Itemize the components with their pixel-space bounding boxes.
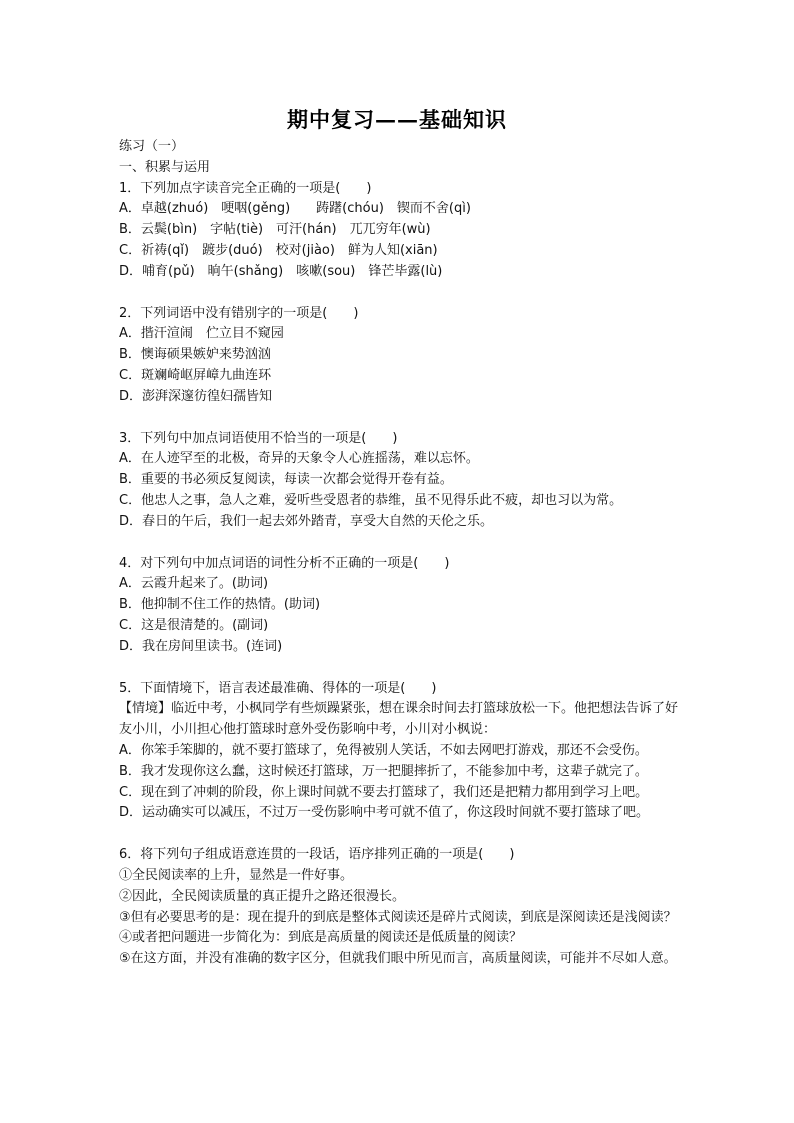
option-d: D．运动确实可以减压，不过万一受伤影响中考可就不值了，你这段时间就不要打篮球了吧。 [119,805,650,821]
question-stem: 5．下面情境下，语言表述最准确、得体的一项是( ) [119,680,437,696]
option-c: C．祈祷(qǐ) 踱步(duó) 校对(jiào) 鲜为人知(xiān) [119,242,438,258]
option-b: B．云鬓(bìn) 字帖(tiè) 可汗(hán) 兀兀穷年(wù) [119,222,431,238]
option-c: C．现在到了冲刺的阶段，你上课时间就不要去打篮球了，我们还是把精力都用到学习上吧。 [119,784,649,800]
question-3 [119,429,679,533]
question-5 [119,679,679,825]
page-title: 期中复习——基础知识 [287,107,507,132]
option-a: A．在人迹罕至的北极，奇异的天象令人心旌摇荡，难以忘怀。 [119,451,479,467]
sentence-4: ④或者把问题进一步简化为：到底是高质量的阅读还是低质量的阅读？ [119,930,523,946]
sentence-5: ⑤在这方面，并没有准确的数字区分，但就我们眼中所见而言，高质量阅读，可能并不尽如人意。 [119,951,677,967]
option-c: C．斑斓崎岖屏嶂九曲连环 [119,367,272,383]
sentence-1: ①全民阅读率的上升，显然是一件好事。 [119,867,354,883]
question-1 [119,179,679,283]
option-b: B．我才发现你这么蠢，这时候还打篮球，万一把腿摔折了，不能参加中考，这辈子就完了。 [119,763,648,779]
question-stem: 6．将下列句子组成语意连贯的一段话，语序排列正确的一项是( ) [119,847,515,863]
section-label: 一、积累与运用 [119,159,211,175]
option-a: A．云霞升起来了。(助词) [119,576,269,592]
practice-label: 练习（一） [119,139,185,154]
option-c: C．他忠人之事，急人之难，爱听些受恩者的恭维，虽不见得乐此不疲，却也习以为常。 [119,492,623,508]
sentence-3: ③但有必要思考的是：现在提升的到底是整体式阅读还是碎片式阅读，到底是深阅读还是浅阅读？ [119,909,677,925]
option-d: D．我在房间里读书。(连词) [119,638,283,654]
option-d: D．澎湃深邃彷徨妇孺皆知 [119,388,273,404]
option-a: A．揩汗渲闹 伫立目不窥园 [119,326,284,342]
option-c: C．这是很清楚的。(副词) [119,617,269,633]
option-a: A．卓越(zhuó) 哽咽(gěng) 踌躇(chóu) 锲而不舍(qì) [119,201,471,217]
option-a: A．你笨手笨脚的，就不要打篮球了，免得被别人笑话，不如去网吧打游戏，那还不会受伤。 [119,742,648,758]
question-4 [119,554,679,658]
option-b: B．重要的书必须反复阅读，每读一次都会觉得开卷有益。 [119,472,453,488]
question-6 [119,845,679,970]
option-d: D．哺育(pǔ) 晌午(shǎng) 咳嗽(sou) 锋芒毕露(lù) [119,263,443,279]
question-stem: 1．下列加点字读音完全正确的一项是( ) [119,180,372,196]
question-context: 【情境】临近中考，小枫同学有些烦躁紧张，想在课余时间去打篮球放松一下。他把想法告诉了好友小川，小川担心他打篮球时意外受伤影响中考，小川对小枫说： [119,701,679,738]
question-stem: 4．对下列句中加点词语的词性分析不正确的一项是( ) [119,555,450,571]
sentence-2: ②因此，全民阅读质量的真正提升之路还很漫长。 [119,888,406,904]
document-body [119,137,679,970]
option-d: D．春日的午后，我们一起去郊外踏青，享受大自然的天伦之乐。 [119,513,494,529]
question-2 [119,304,679,408]
option-b: B．懊诲硕果嫉妒来势汹汹 [119,347,271,363]
question-stem: 3．下列句中加点词语使用不恰当的一项是( ) [119,430,398,446]
option-b: B．他抑制不住工作的热情。(助词) [119,597,321,613]
question-stem: 2．下列词语中没有错别字的一项是( ) [119,305,359,321]
